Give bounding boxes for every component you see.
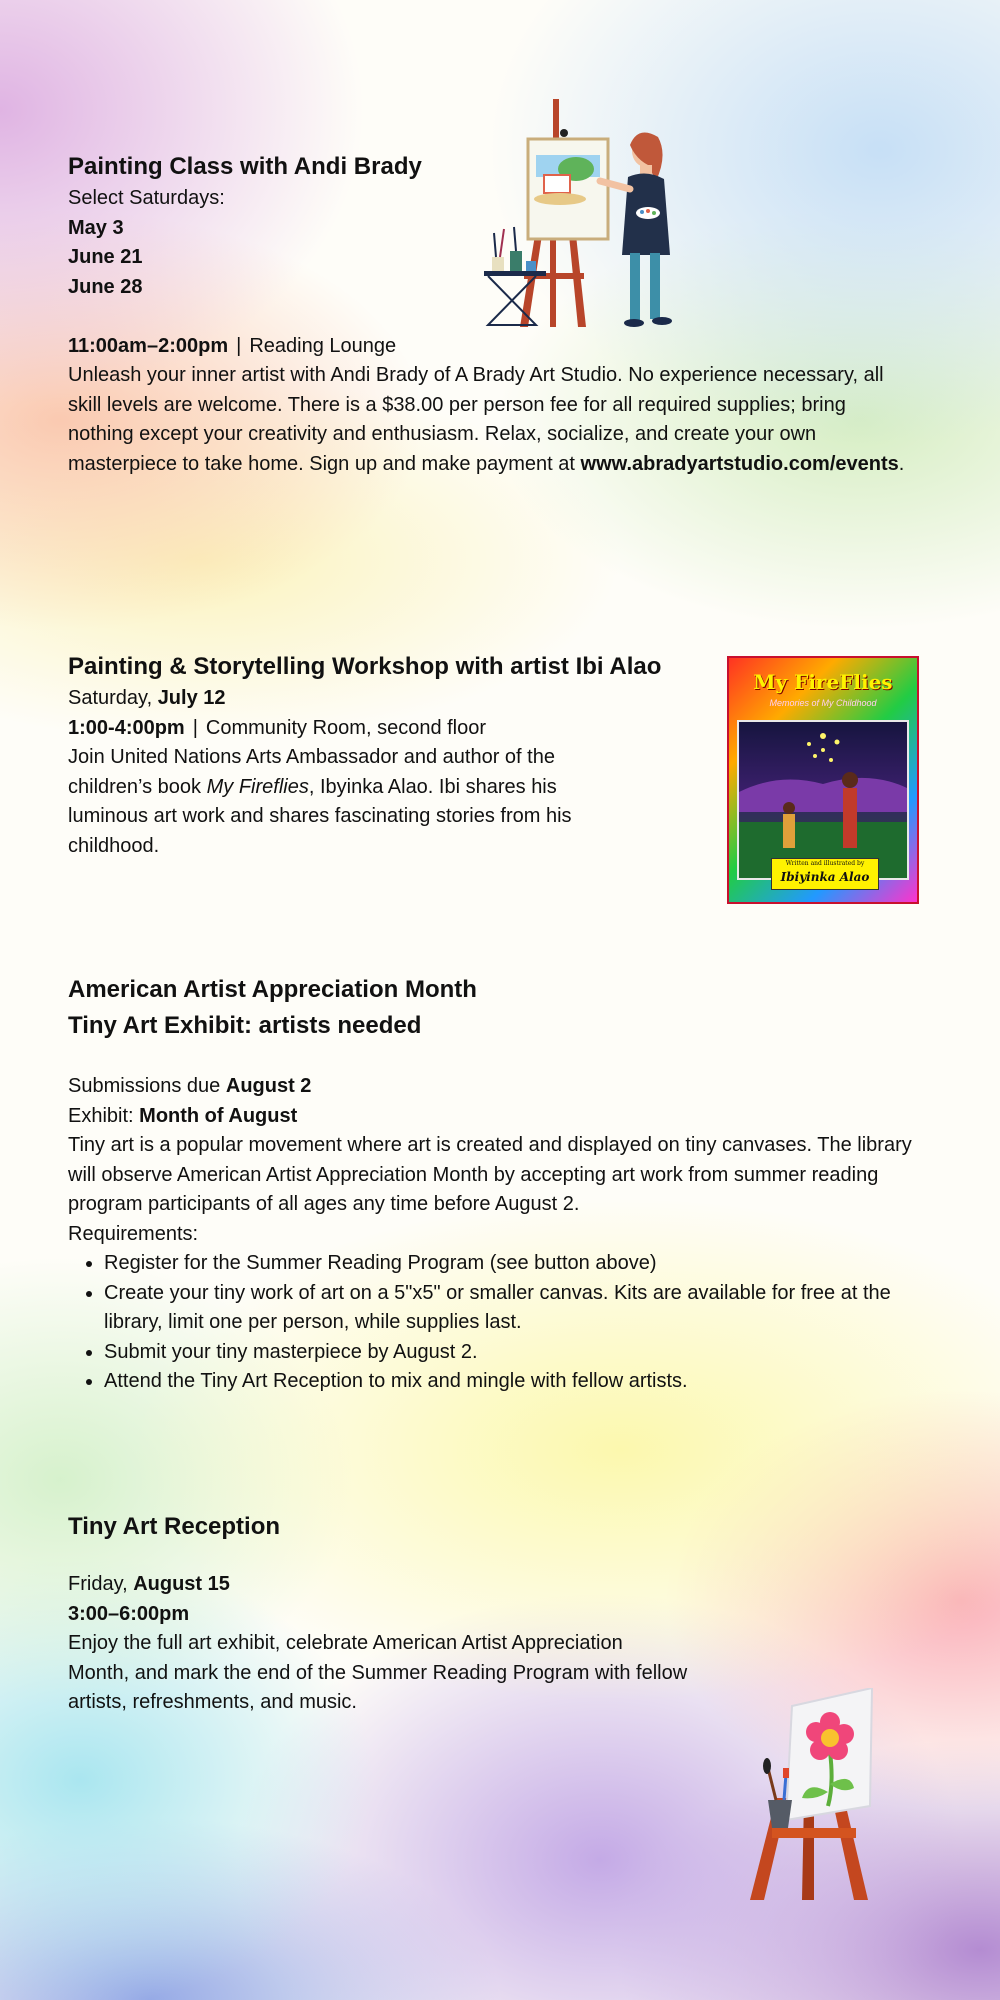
- exhibit-requirements-list: [68, 1249, 918, 1397]
- workshop-date-line: [68, 684, 708, 714]
- painter-at-easel-illustration: [480, 95, 690, 327]
- list-item: • Submit your tiny masterpiece by August 2.: [104, 1338, 918, 1368]
- painting-class-title: Painting Class with Andi Brady: [68, 153, 422, 180]
- workshop-description: [68, 743, 628, 861]
- exhibit-period-line: [68, 1102, 918, 1132]
- exhibit-period: Month of August: [139, 1104, 298, 1127]
- workshop-desc-part2: , Ibyinka Alao. Ibi shares his luminous art work and shares fascinating stories from his childhood.: [68, 775, 572, 857]
- reception-time: 3:00–6:00pm: [68, 1602, 190, 1625]
- spacer: [68, 1044, 918, 1072]
- painting-class-dates-intro: Select Saturdays:: [68, 187, 225, 209]
- painting-class-time-location: [68, 332, 908, 362]
- painting-class-link[interactable]: www.abradyartstudio.com/events: [580, 452, 899, 475]
- exhibit-title-line2: Tiny Art Exhibit: artists needed: [68, 1012, 422, 1039]
- exhibit-submissions: [68, 1072, 918, 1102]
- separator: |: [192, 716, 198, 739]
- exhibit-label: Exhibit:: [68, 1104, 140, 1127]
- painting-class-date-3: June 28: [68, 275, 143, 298]
- book-cover-art: [737, 720, 909, 880]
- painting-class-description: [68, 361, 908, 479]
- workshop-day: Saturday,: [68, 687, 158, 709]
- spacer: [68, 1544, 688, 1570]
- separator: |: [236, 334, 242, 357]
- painting-class-location: Reading Lounge: [249, 334, 397, 357]
- list-item: • Create your tiny work of art on a 5"x5" or smaller canvas. Kits are available for free at the library, limit one per person, while supplies last.: [104, 1279, 918, 1338]
- workshop-title: Painting & Storytelling Workshop with artist Ibi Alao: [68, 653, 662, 680]
- book-cover-author: Ibiyinka Alao: [780, 870, 870, 884]
- list-item: • Attend the Tiny Art Reception to mix and mingle with fellow artists.: [104, 1367, 918, 1397]
- painting-class-date-2: June 21: [68, 246, 143, 268]
- painting-class-description-text: Unleash your inner artist with Andi Brady of A Brady Art Studio. No experience necessary, all skill levels are welcome. There is a $38.00 per person fee for all required supplies; bring nothing except your creativity and enthusiasm. Relax, socialize, and create your own masterpiece to take home. Sign up and make payment at: [68, 364, 884, 475]
- reception-date: August 15: [133, 1573, 230, 1595]
- exhibit-requirements-label: Requirements:: [68, 1222, 199, 1245]
- painting-class-time: 11:00am–2:00pm: [68, 334, 229, 357]
- workshop-time-location: [68, 714, 708, 744]
- list-item: • Register for the Summer Reading Program (see button above): [104, 1249, 918, 1279]
- reception-date-line: [68, 1570, 688, 1600]
- workshop-book-title: My Fireflies: [206, 775, 309, 798]
- exhibit-title-line1: American Artist Appreciation Month: [68, 976, 477, 1003]
- exhibit-submissions-date: August 2: [225, 1075, 312, 1097]
- workshop-desc-part1: Join United Nations Arts Ambassador and author of the children’s book: [68, 746, 555, 798]
- period: .: [898, 452, 905, 475]
- reception-title: Tiny Art Reception: [68, 1513, 281, 1540]
- exhibit-submissions-label: Submissions due: [68, 1075, 226, 1097]
- book-cover-title: My FireFlies: [753, 670, 893, 694]
- book-cover-image: [727, 656, 919, 904]
- exhibit-description: Tiny art is a popular movement where art is created and displayed on tiny canvases. The library will observe American Artist Appreciation Month by accepting art work from summer reading program participants of all ages any time before August 2.: [68, 1134, 912, 1215]
- book-cover-subtitle: Memories of My Childhood: [769, 698, 877, 708]
- fireflies-scene-icon: [739, 722, 907, 878]
- book-cover-author-box: [771, 858, 879, 890]
- workshop-section: [68, 650, 708, 861]
- exhibit-section: [68, 972, 918, 1397]
- painting-class-date-1: May 3: [68, 216, 124, 239]
- reception-day: Friday,: [68, 1573, 134, 1595]
- reception-section: [68, 1510, 688, 1718]
- book-cover-byline: Written and illustrated by: [785, 860, 865, 867]
- workshop-time: 1:00-4:00pm: [68, 716, 185, 739]
- reception-description: Enjoy the full art exhibit, celebrate American Artist Appreciation Month, and mark the end of the Summer Reading Program with fellow artists, refreshments, and music.: [68, 1632, 688, 1713]
- workshop-date: July 12: [157, 687, 226, 709]
- workshop-location: Community Room, second floor: [205, 716, 487, 739]
- easel-flower-illustration: [744, 1688, 884, 1902]
